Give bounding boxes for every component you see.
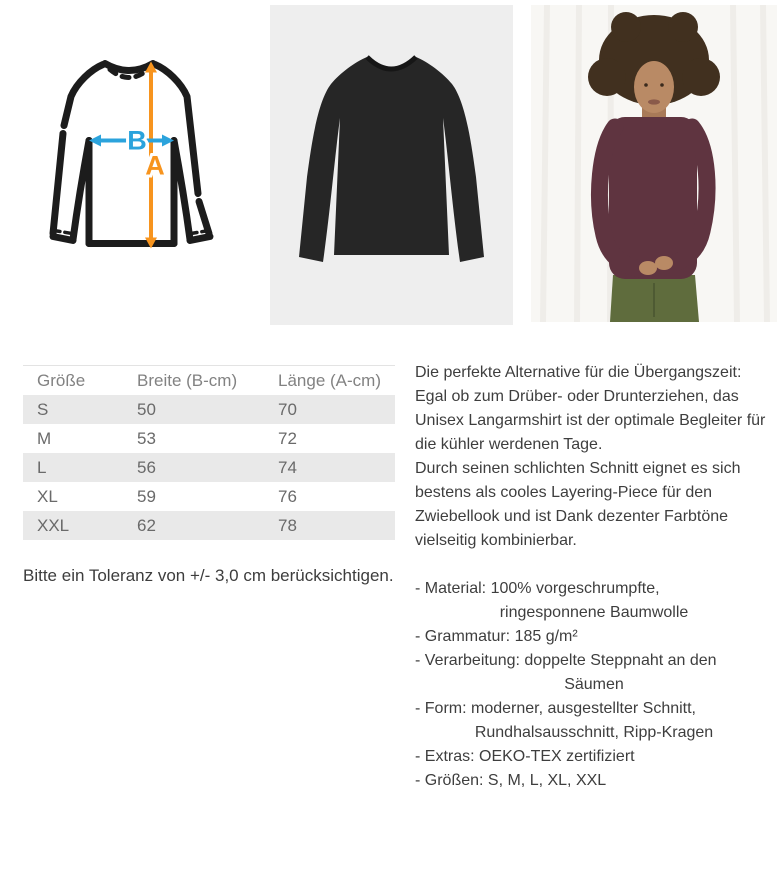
face: [634, 61, 674, 113]
model-photo-burgundy-longsleeve[interactable]: [531, 5, 777, 322]
label-a: A: [145, 150, 165, 181]
spec-form: - Form: moderner, ausgestellter Schnitt,: [415, 700, 696, 717]
description-paragraph: Durch seinen schlichten Schnitt eignet es sich bestens als cooles Layering-Piece für den Zwiebellook und ist Dank dezenter Farbtöne vielseitig kombinierbar.: [415, 460, 741, 549]
cell-size: L: [37, 457, 47, 477]
cell-width: 50: [137, 399, 156, 419]
size-table: [23, 365, 395, 540]
cell-size: S: [37, 399, 49, 419]
spec-form-cont: Rundhalsausschnitt, Ripp-Kragen: [474, 724, 714, 741]
burgundy-shirt: [600, 117, 707, 279]
spec-grammatur: - Grammatur: 185 g/m²: [415, 628, 578, 645]
left-cuff-dashes: [54, 231, 72, 234]
spec-material-cont: ringesponnene Baumwolle: [499, 604, 689, 621]
cell-width: 53: [137, 428, 156, 448]
spec-material: - Material: 100% vorgeschrumpfte,: [415, 580, 660, 597]
spec-extras: - Extras: OEKO-TEX zertifiziert: [415, 748, 635, 765]
cell-length: 70: [278, 399, 297, 419]
size-row-l: [23, 453, 395, 482]
black-shirt-silhouette: [299, 57, 484, 262]
spec-verarbeitung-cont: Säumen: [564, 676, 624, 693]
cell-length: 78: [278, 515, 297, 535]
description-paragraph: Die perfekte Alternative für die Übergangszeit: Egal ob zum Drüber- oder Drunterziehen, das Unisex Langarmshirt ist der optimale Begleiter für die kühler werdenen Tage.: [415, 364, 766, 453]
size-row-xl: [23, 482, 395, 511]
spec-groessen: - Größen: S, M, L, XL, XXL: [415, 772, 607, 789]
cell-size: XXL: [37, 515, 70, 535]
cell-width: 62: [137, 515, 156, 535]
header-groesse: Größe: [23, 366, 123, 396]
cell-size: M: [37, 428, 52, 448]
product-photo-black-longsleeve[interactable]: [270, 5, 513, 325]
cell-width: 56: [137, 457, 156, 477]
size-row-xxl: [23, 511, 395, 540]
spec-list: [415, 577, 773, 793]
size-row-m: [23, 424, 395, 453]
longsleeve-measurement-diagram-icon: [48, 50, 233, 260]
cell-length: 76: [278, 486, 297, 506]
size-diagram-thumbnail[interactable]: [48, 50, 233, 260]
olive-pants: [610, 275, 699, 322]
product-description: [415, 361, 773, 793]
cell-length: 74: [278, 457, 297, 477]
tolerance-note: Bitte ein Toleranz von +/- 3,0 cm berücksichtigen.: [23, 566, 394, 585]
size-row-s: [23, 395, 395, 424]
model-image: [531, 5, 777, 322]
label-b: B: [127, 125, 147, 156]
cell-length: 72: [278, 428, 297, 448]
cell-width: 59: [137, 486, 156, 506]
cell-size: XL: [37, 486, 58, 506]
header-laenge: Länge (A-cm): [264, 366, 395, 396]
black-longsleeve-image: [270, 5, 513, 325]
size-table-header-row: [23, 366, 395, 396]
spec-verarbeitung: - Verarbeitung: doppelte Steppnaht an den: [415, 652, 717, 669]
header-breite: Breite (B-cm): [123, 366, 264, 396]
